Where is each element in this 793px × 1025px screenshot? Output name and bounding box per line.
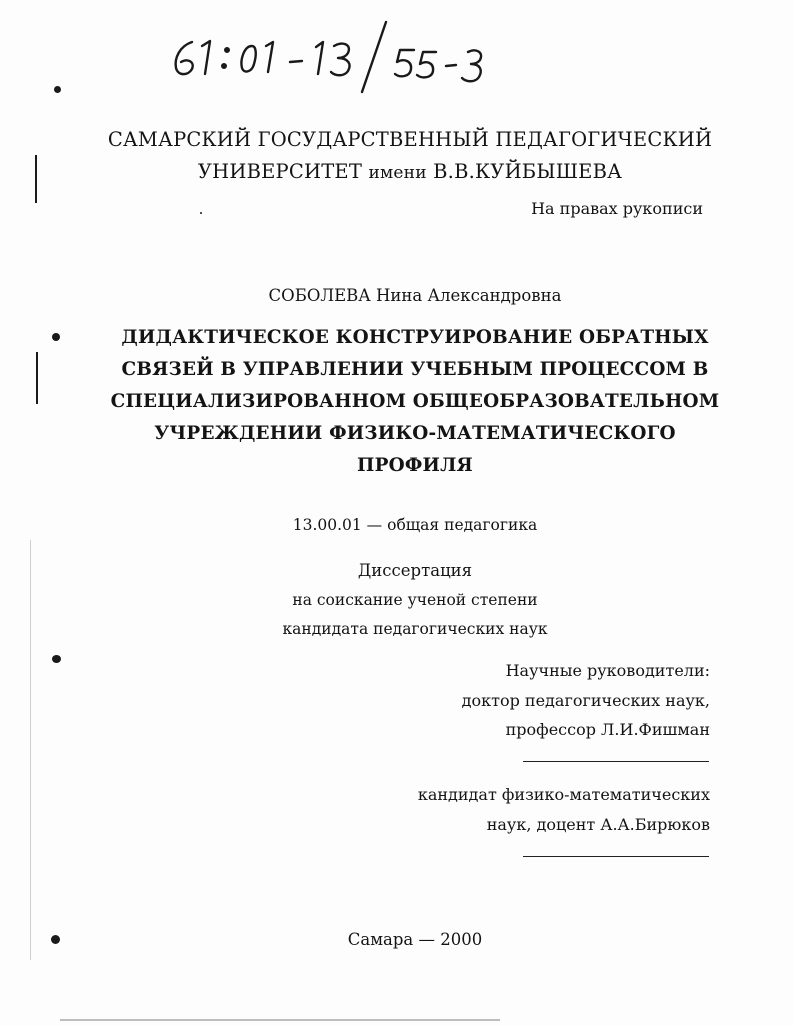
scan-edge <box>60 1019 500 1021</box>
university-line-2 <box>100 156 720 189</box>
scan-mark <box>51 935 60 944</box>
scan-mark <box>30 540 31 960</box>
degree-purpose: на соискание ученой степени <box>292 590 538 609</box>
supervisor-2-block <box>380 780 710 839</box>
supervisor-1-line-1: доктор педагогических наук, <box>461 690 710 710</box>
scan-mark <box>54 86 61 93</box>
university-line-2-prefix: УНИВЕРСИТЕТ <box>197 160 363 183</box>
university-line-2-middle: имени <box>368 163 427 183</box>
scan-mark <box>52 333 60 341</box>
title-line: УЧРЕЖДЕНИИ ФИЗИКО-МАТЕМАТИЧЕСКОГО <box>154 423 676 444</box>
author-given-names: Нина Александровна <box>376 286 562 305</box>
handwritten-archive-code <box>150 14 520 94</box>
title-line: СВЯЗЕЙ В УПРАВЛЕНИИ УЧЕБНЫМ ПРОЦЕССОМ В <box>121 359 709 380</box>
scan-mark <box>52 655 61 663</box>
handwritten-code-drawing <box>150 14 520 94</box>
signature-line <box>523 856 709 857</box>
scan-mark <box>200 212 202 214</box>
supervisor-2-line-1: кандидат физико-математических <box>417 785 710 804</box>
supervisors-heading: Научные руководители: <box>505 661 710 680</box>
author-surname: СОБОЛЕВА <box>268 286 371 305</box>
signature-line <box>523 761 709 762</box>
dissertation-title <box>95 322 735 482</box>
degree-block <box>200 556 630 645</box>
university-line-2-suffix: В.В.КУЙБЫШЕВА <box>433 160 623 183</box>
author-name <box>150 286 680 305</box>
title-line: ПРОФИЛЯ <box>357 455 473 476</box>
degree-type: Диссертация <box>357 561 473 580</box>
title-line: СПЕЦИАЛИЗИРОВАННОМ ОБЩЕОБРАЗОВАТЕЛЬНОМ <box>110 391 720 412</box>
supervisor-2-line-2: наук, доцент А.А.Бирюков <box>486 814 710 834</box>
scan-mark <box>36 352 38 404</box>
scan-mark <box>35 155 37 203</box>
university-line-1: САМАРСКИЙ ГОСУДАРСТВЕННЫЙ ПЕДАГОГИЧЕСКИЙ <box>107 128 713 151</box>
specialty-code: 13.00.01 — общая педагогика <box>292 516 538 534</box>
supervisor-1-line-2: профессор Л.И.Фишман <box>505 720 710 739</box>
degree-name: кандидата педагогических наук <box>282 620 548 638</box>
title-line: ДИДАКТИЧЕСКОЕ КОНСТРУИРОВАНИЕ ОБРАТНЫХ <box>121 327 709 348</box>
supervisors-block <box>380 656 710 745</box>
university-name <box>100 124 720 189</box>
manuscript-rights: На правах рукописи <box>531 199 703 218</box>
city-year: Самара — 2000 <box>347 930 483 949</box>
